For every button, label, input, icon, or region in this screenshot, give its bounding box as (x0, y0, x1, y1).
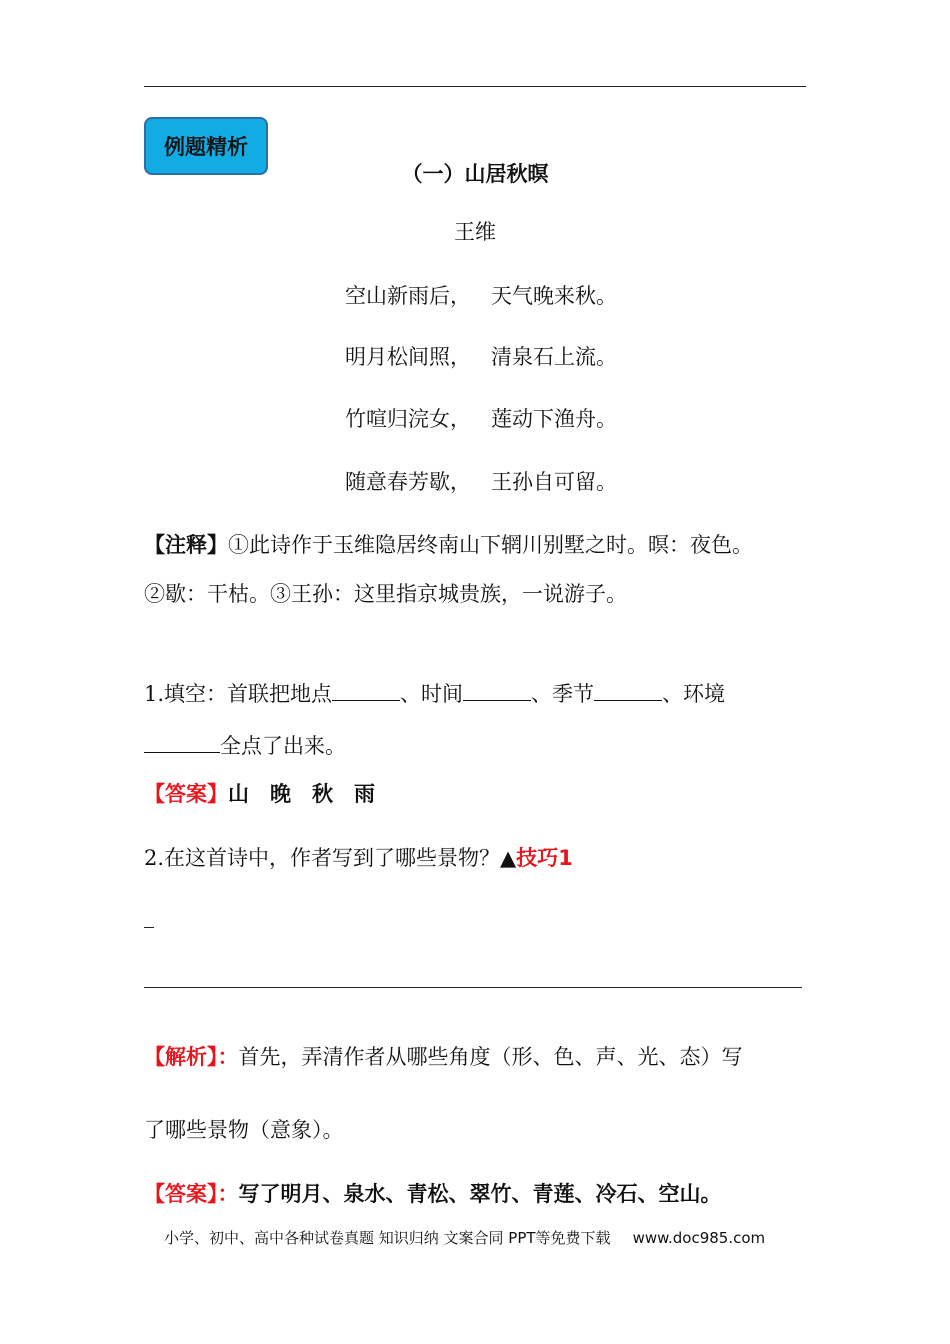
poem-title: （一）山居秋暝 (401, 162, 549, 186)
answer-line[interactable] (144, 987, 802, 988)
question-1-line-1: 1.填空：首联把地点 、时间 、季节 、环境 (144, 682, 726, 706)
question-1-line-2: 全点了出来。 (144, 730, 346, 760)
answer-2: 【答案】：写了明月、泉水、青松、翠竹、青莲、冷石、空山。 (144, 1182, 722, 1206)
answer-blank[interactable] (332, 682, 400, 701)
note-label: 【注释】 (144, 533, 228, 557)
poem-author: 王维 (454, 220, 496, 244)
answer-start-mark (144, 927, 154, 928)
tip-label: 技巧1 (516, 846, 573, 870)
answer-1: 【答案】山 晚 秋 雨 (144, 782, 375, 806)
analysis-line-1: 【解析】：首先，弄清作者从哪些角度（形、色、声、光、态）写 (144, 1045, 743, 1069)
footer-link[interactable]: www.doc985.com (632, 1229, 766, 1247)
triangle-icon: ▲ (500, 846, 517, 870)
note-line-1: 【注释】①此诗作于玉维隐居终南山下辋川别墅之时。暝：夜色。 (144, 533, 753, 557)
analysis-line-2: 了哪些景物（意象）。 (144, 1118, 344, 1142)
poem-line: 空山新雨后， 天气晚来秋。 (345, 284, 618, 308)
question-2: 2.在这首诗中，作者写到了哪些景物？▲技巧1 (144, 846, 573, 870)
answer-label: 【答案】 (144, 782, 228, 806)
answer-blank[interactable] (144, 734, 220, 753)
answer-label: 【答案】： (144, 1182, 239, 1206)
analysis-label: 【解析】： (144, 1045, 239, 1069)
note-line-2: ②歇：干枯。③王孙：这里指京城贵族，一说游子。 (144, 582, 627, 606)
answer-blank[interactable] (594, 682, 662, 701)
footer: 小学、初中、高中各种试卷真题 知识归纳 文案合同 PPT等免费下载 www.doc985.com (164, 1229, 766, 1247)
header-rule (144, 86, 806, 87)
example-badge: 例题精析 (144, 117, 268, 175)
poem-line: 竹喧归浣女， 莲动下渔舟。 (345, 407, 618, 431)
poem-line: 随意春芳歇， 王孙自可留。 (345, 470, 618, 494)
answer-blank[interactable] (463, 682, 531, 701)
poem-line: 明月松间照， 清泉石上流。 (345, 345, 618, 369)
